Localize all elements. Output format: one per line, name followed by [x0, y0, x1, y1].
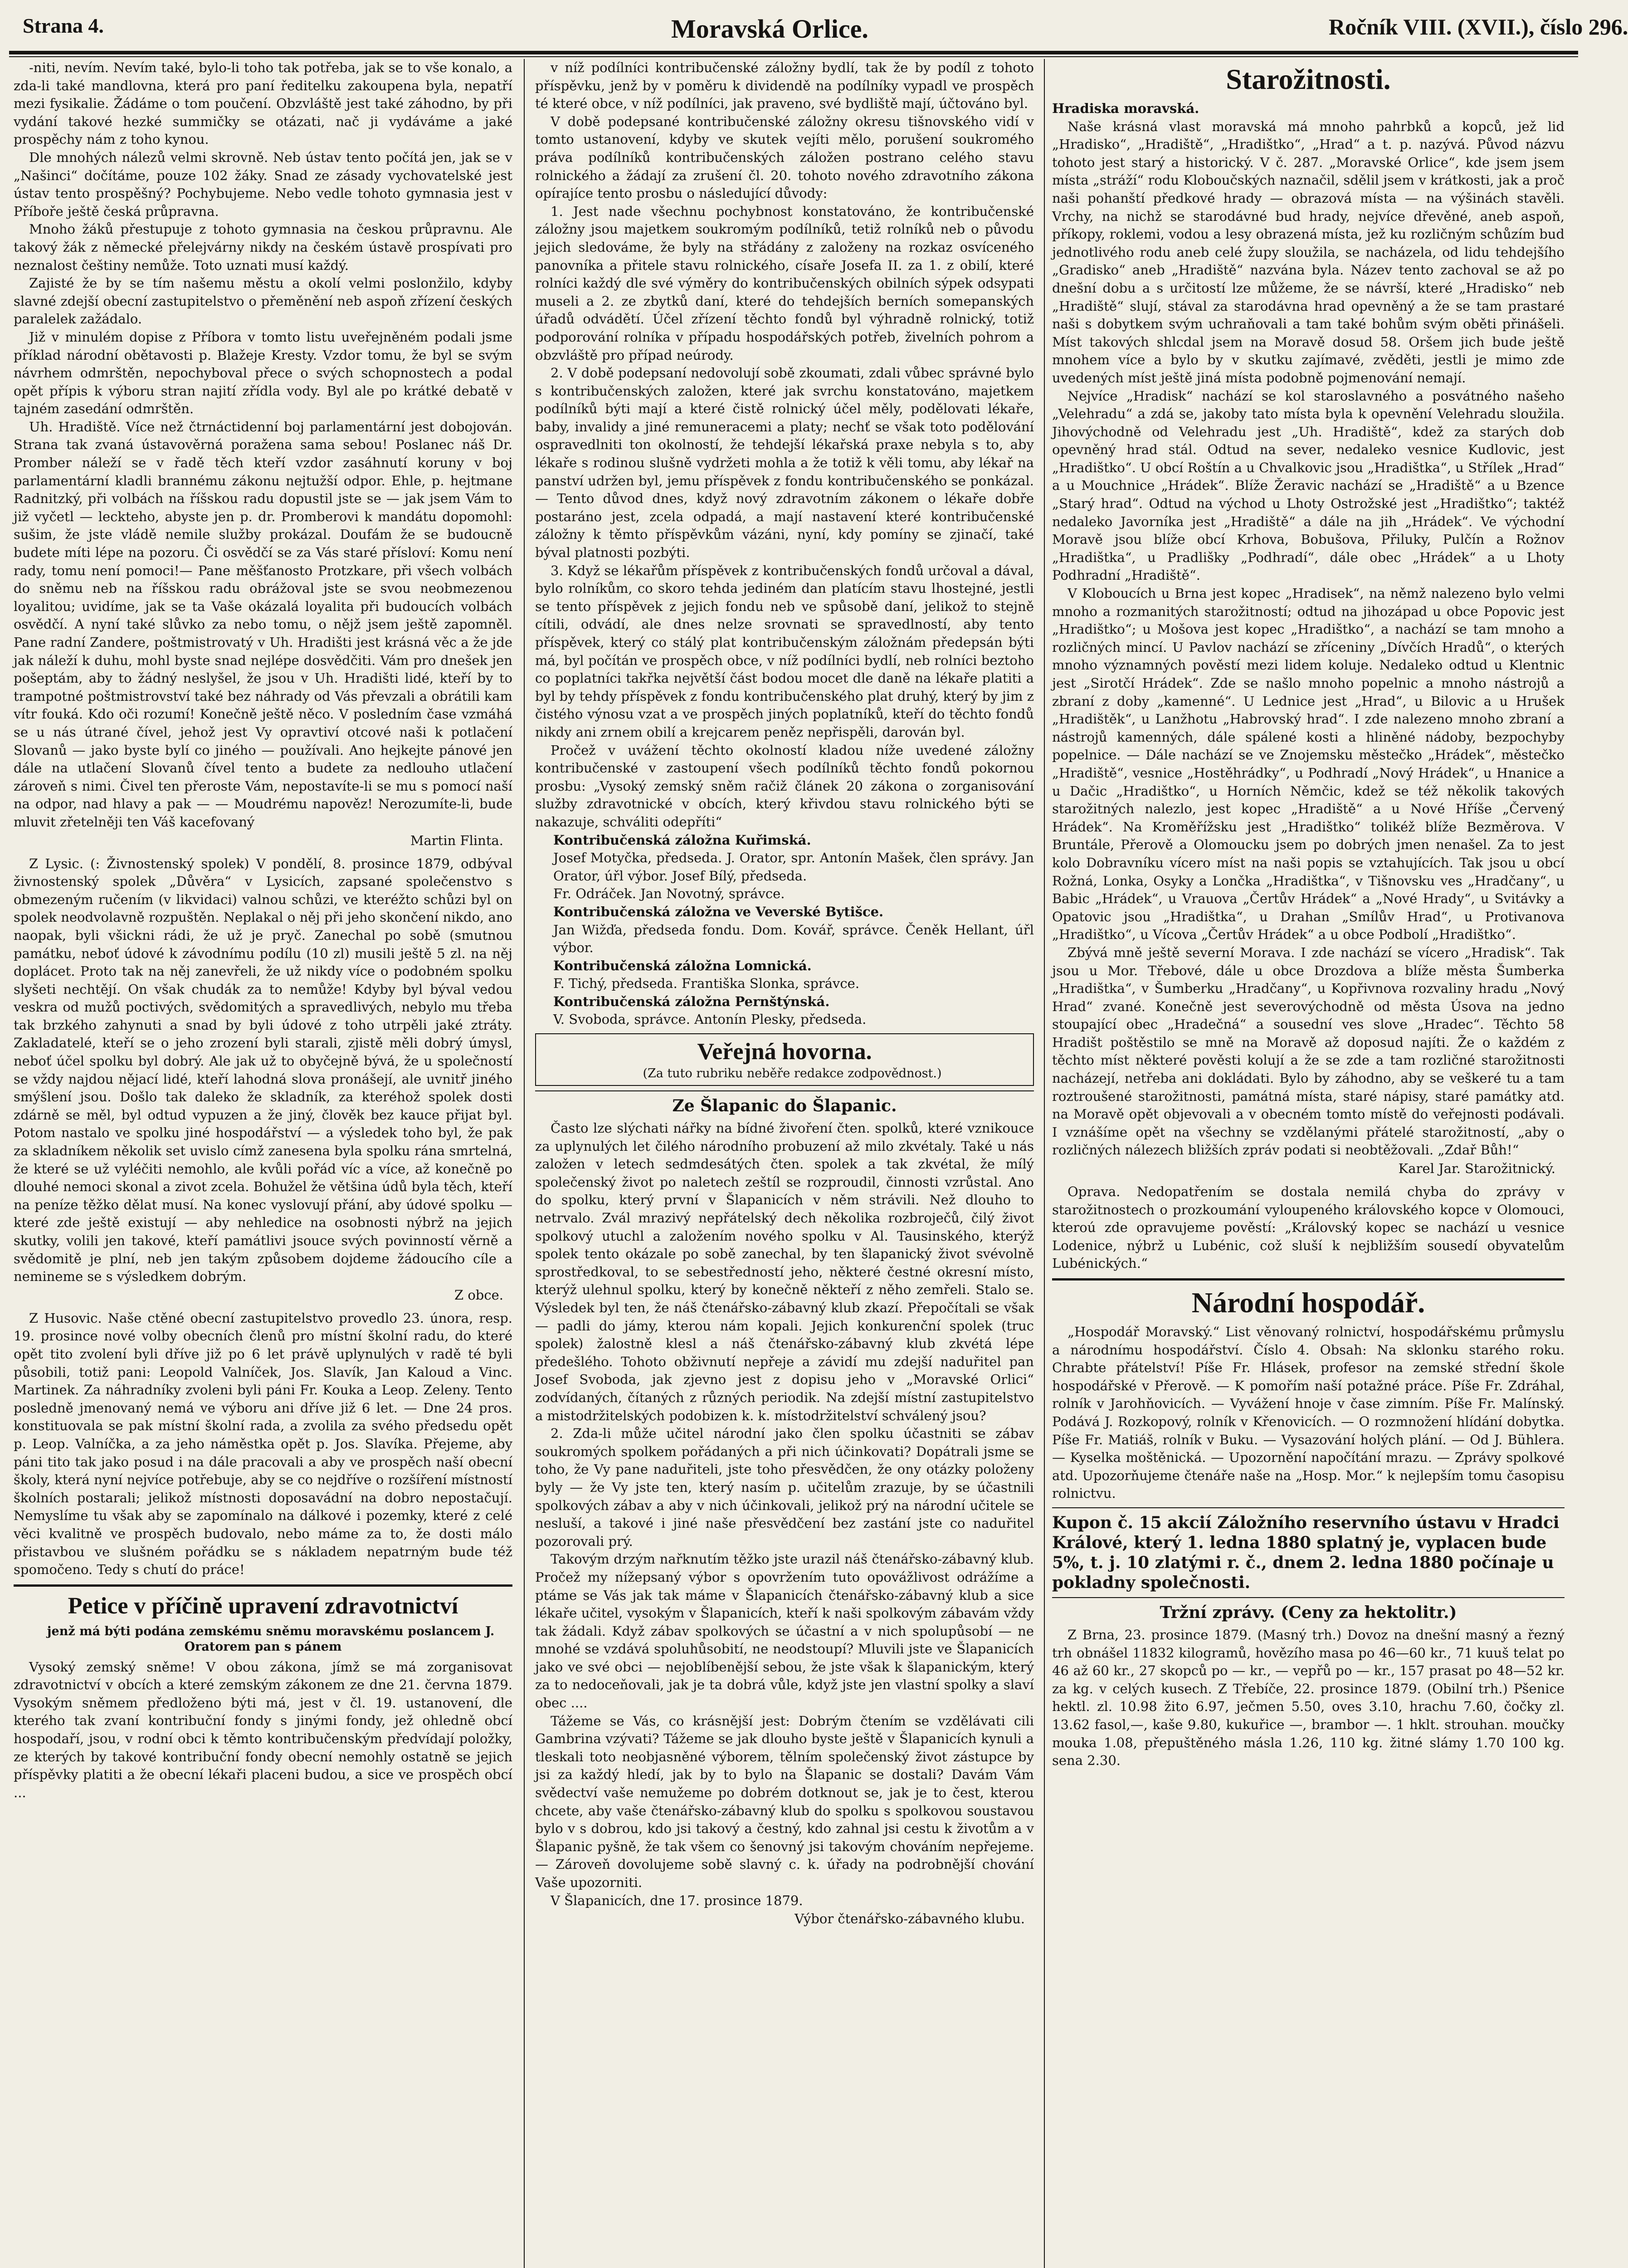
starozitnosti-lead: Hradiska moravská.	[1052, 101, 1199, 116]
article-signature: Karel Jar. Starožitnický.	[1398, 1161, 1555, 1177]
masthead	[0, 14, 1628, 57]
signatory-line: Kontribučenská záložna Pernštýnská.	[553, 993, 830, 1009]
column-rule	[524, 59, 525, 2268]
starozitnosti-title: Starožitnosti.	[1226, 63, 1391, 95]
hospodar-body: „Hospodář Moravský.“ List věnovaný rolnictví, hospodářskému průmyslu a národnímu hospodářství. Číslo 4. Obsah: Na sklonku starého roku. Chrabte přátelství! Píše Fr. Hlásek, profesor na zemské střední škole hospodářské v Přerově. — K pomořím naší potažné práce. Píše Fr. Zdráhal, rolník v Jarohňovicích. — Vyvážení hnoje v čase zimním. Píše Fr. Malínský. Podává J. Rozkopový, rolník v Křenovicích. — O rozmnožení hlídání dobytka. Píše Fr. Matiáš, rolník v Buku. — Vysazování holých plání. — Od J. Bühlera. — Kyselka moštěnická. — Upozornění napočítání mrazu. — Zprávy spolkové atd. Upozorňujeme čtenáře naše na „Hosp. Mor.“ k nejlepším tomu časopisu rolnictvu.	[1052, 1324, 1565, 1501]
petition-subtitle: jenž má býti podána zemskému sněmu moravskému poslancem J. Oratorem pan s pánem	[47, 1624, 495, 1654]
verejna-title: Veřejná hovorna.	[697, 1039, 872, 1065]
signatory-line: V. Svoboda, správce. Antonín Plesky, předseda.	[553, 1012, 867, 1027]
article-paragraph: Zajisté že by se tím našemu městu a okolí velmi poslonžilo, kdyby slavné zdejší obecní zastupitelstvo o přeměnění neb aspoň zřízení českých paralelek zažádalo.	[14, 275, 512, 327]
trzni-body: Z Brna, 23. prosince 1879. (Masný trh.) Dovoz na dnešní masný a řezný trh obnášel 11832 kilogramů, hovězího masa po 46—60 kr., 71 kuuš telat po 46 až 60 kr., 27 skopců po — kr., — vepřů po — kr., 157 prasat po 48—52 kr. za kg. v celých kusech. Z Třebíče, 22. prosince 1879. (Obilní trh.) Pšenice hektl. zl. 10.98 žito 6.97, ječmen 5.50, oves 3.10, hrachu 7.60, čočky zl. 13.62 fasol,—, kaše 9.80, kukuřice —, brambor —. 1 hklt. strouhan. moučky mouka 1.08, přepuštěného másla 1.26, 110 kg. žitné slámy 1.70 100 kg. sena 2.30.	[1052, 1627, 1565, 1769]
hospodar-title: Národní hospodář.	[1191, 1286, 1425, 1319]
article-paragraph: Naše krásná vlast moravská má mnoho pahrbků a kopců, jež lid „Hradisko“, „Hradiště“, „Hradištko“, „Hrad“ a t. p. nazývá. Původ názvu tohoto jest starý a historický. V č. 287. „Moravské Orlice“, kde jsem jsem místa „stráží“ rodu Kloboučských naznačil, sdělil jsem v krátkosti, jak a proč naši pohanští předkové hrady — obrazová místa — na výšinách stavěli. Vrchy, na nichž se starodávné bud hrady, nejvíce dřevěné, aneb aspoň, příkopy, roklemi, vodou a lesy obrazená místa, jež ku rozličným schůzím bud jednotlivého rodu aneb celé župy sloužila, se nacházela, od lidu tehdejšího „Gradisko“ aneb „Hradiště“ nazvána byla. Název tento zachoval se až po dnešní dobu a s určitostí lze můžeme, že se návrší, které „Hradisko“ neb „Hradiště“ slují, stával za starodávna hrad opevněný a že se tam prastaré naši s dobytkem svým uchraňovali a tam také bohům svým oběti přinášeli. Míst takových shlcdal jsem na Moravě dosud 58. Oršem jich bude ještě mnohem více a bylo by v skutku zajímavé, zvěděti, jestli je mimo zde uvedených míst ještě jiná místa podobně pojmenování nemají.	[1052, 118, 1565, 386]
section-divider	[1052, 1507, 1565, 1508]
article-paragraph: Nejvíce „Hradisk“ nachází se kol staroslavného a posvátného našeho „Velehradu“ a zdá se, jakoby tato místa byla k opevnění Velehradu sloužila. Jihovýchodně od Velehradu jest „Uh. Hradiště“, kdež za starých dob opevněný hrad stál. Odtud na sever, nedaleko vesnice Kudlovic, jest „Hradištko“. U obcí Roštín a u Chvalkovic jsou „Hradištka“, u Střílek „Hrad“ a u Mouchnice „Hrádek“. Blíže Žeravic nachází se „Hradiště“ a u Bzence „Starý hrad“. Odtud na východ u Lhoty Ostrožské jest „Hradištko“; taktéž nedaleko Javorníka jest „Hradiště“ a dále na jih „Hrádek“. Ve východní Moravě jsou blíže obcí Krhova, Bobušova, Přiluky, Pulčín a Rožnov „Hradištka“, u Pradlišky „Podhradí“, dále obec „Hrádek“ a u Lhoty Podhradní „Hradiště“.	[1052, 388, 1565, 583]
column-middle	[535, 59, 1034, 2268]
signatory-line: Kontribučenská záložna ve Veverské Bytišce.	[553, 904, 884, 919]
petition-body: Vysoký zemský sněme! V obou zákona, jímž se má zorganisovat zdravotnictví v obcích a které zemským zákonem ze dne 21. června 1879. Vysokým sněmem předloženo býti má, jest v čl. 19. ustanovení, dle kterého tak zvaní kontribuční fondy s jinými fondy, jež ohledně obcí hospodaří, jsou, v rodní obci k těmto kontribučenským předvídají položky, ze kterých by takové kontribuční fondy obecní nemohly ostatně se jejich příspěvky platiti a že obecní lékaři placeni budou, a sice ve prospěch obcí ...	[14, 1659, 512, 1800]
article-paragraph: Z Husovic. Naše ctěné obecní zastupitelstvo provedlo 23. února, resp. 19. prosince nové volby obecních členů pro místní školní radu, do které opět tito zvolení byli dříve již po 6 let právě uplynulých v radě té byli působili, totiž pani: Leopold Valníček, Jos. Slavík, Jan Kaloud a Vinc. Martinek. Za náhradníky zvoleni byli páni Fr. Kouka a Leop. Zeleny. Tento posledně jmenovaný nemá ve výboru ani dříve již 6 let. — Dne 24 pros. konstituovala se pak místní školní rada, a zvolila za svého předsedu opět p. Leop. Valníčka, a za jeho náměstka opět p. Jos. Slavíka. Přejeme, aby páni tito tak jako posud i na dále pracovali a aby ve prospěch naší obecní školy, která nyní nejvíce potřebuje, aby se co nejdříve o rozšíření místností školních postarali; jelikož místnosti doposavádní na dobro nepostačují. Nemyslíme tu však aby se zapomínalo na dálkové i pozemky, které z celé věci kvalitně ve prospěch budovalo, nebo máme za to, že dosti málo přistavbou ve slušném pořádku se s nákladem nepatrným bude též spomočeno. Tedy s chutí do práce!	[14, 1310, 512, 1578]
issue-number: Ročník VIII. (XVII.), číslo 296.	[1329, 14, 1628, 39]
signatory-line: Jan Wižďa, předseda fondu. Dom. Kovář, správce. Čeněk Hellant, úřl výbor.	[553, 922, 1034, 956]
signatory-line: F. Tichý, předseda. Františka Slonka, správce.	[553, 976, 860, 992]
article-paragraph: Pročež v uvážení těchto okolností kladou níže uvedené záložny kontribučenské v zastoupení všech podílníků těchto fondů pokornou prosbu: „Vysoký zemský sněm račiž článek 20 zákona o zorganisování služby zdravotnické v obcích, který křivdou stavu rolnického býti se nakazuje, schváliti odepříti“	[535, 742, 1034, 830]
article-paragraph: Mnoho žáků přestupuje z tohoto gymnasia na českou průpravnu. Ale takový žák z německé přelejvárny nikdy na českém ústavě prospívati pro neznalost češtiny nemůže. Toto uznati musí každý.	[14, 221, 512, 273]
article-signature: Z obce.	[454, 1287, 503, 1303]
article-paragraph: Dle mnohých nálezů velmi skrovně. Neb ústav tento počítá jen, jak se v „Našinci“ dočítáme, pouze 102 žáky. Snad ze zásady vychovatelské jest ústav tento prospěšný? Pochybujeme. Nebo vedle tohoto gymnasia jest v Příboře ještě česká průpravna.	[14, 149, 512, 219]
article-paragraph: Často lze slýchati nářky na bídné živoření čten. spolků, které vznikouce za uplynulých let čilého národního probuzení až milo zkvétaly. Také u nás založen v letech sedmdesátých čten. spolek a tak zkvétal, že mílý společenský život po naletech zeštíl se rozproudil, činnosti vzrůstal. Ano do spolku, který první v Šlapanicích v něm strávili. Než dlouho to netrvalo. Zvál mrazivý nepřátelský dech několika rozbroječů, čilý život spolkový utuchl a založením nového spolku v Al. Tausinského, kterýž spolek tento okázale po sobě zanechal, by ten šlapanický život svévolně sprostředkoval, to se sebestředností jeho, některé čestné okresní místo, kterýž ulehnul spolku, který by konečně někteří z něho zemřeli. Stalo se. Výsledek byl ten, že náš čtenářsko-zábavný klub zkazí. Přepočítali se však — padli do jámy, kterou nám kopali. Jejich konkurenční spolek (truc spolek) žalostně klesl a náš čtenářsko-zábavný klub zkvétá lépe předešlého. Tohoto obživnutí nepřeje a závidí mu zdejší naduřitel pan Josef Svoboda, jak zjevno jest z dopisu jeho v „Moravské Orlici“ zodvídaných, čítaných z různých periodik. Na zdejší místní zastupitelstvo a mistodržitelských podobizen k. k. místodržitelství schválený jsou?	[535, 1120, 1034, 1423]
article-paragraph: Tážeme se Vás, co krásnější jest: Dobrým čtením se vzdělávati cili Gambrina vzývati? Tážeme se jak dlouho byste ještě v Šlapanicích kynuli a tleskali toto neobjasněné výborem, tělním společenský život zástupce by jsi za každý hledí, jak by to bylo na Šlapanic se dostali? Davám Vám svědectví vaše nemužeme po dobrém dotknout se, jak je to čest, kterou chcete, aby vaše čtenářsko-zábavný klub do spolku s spolkovou soustavou bylo v s dobrou, kdo jsi takový a čestný, kdo zahnal jsi cestu k životům a v Šlapanic pyšně, že tak všem co šenovný jsi takovým chováním nepřejeme. — Zároveň dovolujeme sobě slavný c. k. úřady na podrobnější chování Vaše upozorniti.	[535, 1713, 1034, 1890]
article-paragraph: 1. Jest nade všechnu pochybnost konstatováno, že kontribučenské záložny jsou majetkem soukromým podílníků, tetiž rolníků neb o původu jejich sledováme, že byly na střádány z založeny na rozkaz osvíceného panovníka a přitele stavu rolnického, císaře Josefa II. za 1. z obilí, které rolníci každý dle své výměry do kontribučenských obilních sýpek odsypati museli a 2. ze zbytků daní, které do tehdejších berních somepanských úřadů odvádětí. Účel zřízení těchto fondů byl výhradně rolnický, totiž podporování rolníka v případu hospodářských potřeb, živelních pohrom a obzvláště pro případ neúrody.	[535, 203, 1034, 363]
masthead-rule	[9, 51, 1578, 57]
section-divider	[535, 1090, 1034, 1091]
signatory-line: Josef Motyčka, předseda. J. Orator, spr. Antonín Mašek, člen správy. Jan Orator, úřl výbor. Josef Bílý, předseda.	[553, 850, 1034, 884]
article-paragraph: Již v minulém dopise z Příbora v tomto listu uveřejněném podali jsme příklad národní obětavosti p. Blažeje Kresty. Vzdor tomu, že byl se svým návrhem odmrštěn, nepochyboval přece o svých schopnostech a podal opět přípis k výboru stran najití zřídla vody. Byl ale po krátké debatě v tajném zasedání odmrštěn.	[14, 329, 512, 417]
petition-title: Petice v příčině upravení zdravotnictví	[68, 1593, 458, 1619]
article-paragraph: V Kloboucích u Brna jest kopec „Hradisek“, na němž nalezeno bylo velmi mnoho a rozmanitých starožitností; odtud na jihozápad u obce Popovic jest „Hradištko“; u Mošova jest kopec „Hradištko“, a nachází se tam mnoho a rozličných mincí. U Pavlov nachází se zříceniny „Dívčích Hradů“, o kterých mnoho významných pověstí mezi lidem koluje. Nedaleko odtud u Klentnic jest „Sirotčí Hrádek“. Zde se našlo mnoho popelnic a mnoho nástrojů a zbraní z doby „kamenné“. U Lednice jest „Hrad“, u Bilovic a u Hrušek „Hradištěk“, u Lanžhotu „Habrovský hrad“. I zde nalezeno mnoho zbraní a nástrojů kamenných, dále spálené kosti a hliněné nádoby, bezpochyby popelnice. — Dále nachází se ve Znojemsku městečko „Hrádek“, městečko „Hradiště“, vesnice „Hostěhrádky“, u Podhradí „Nový Hrádek“, u Hnanice a u Dačic „Hradištko“, u Horních Němčic, kdež se též několik takových starožitných nalezlo, jest kopec „Hradiště“ a u Nové Hříše „Červený Hrádek“. Na Kroměřížsku jest „Hradištko“ tolikéž blíže Bezměrova. V Bruntále, Přerově a Olomoucku jsem po dobrých jmen nenašel. Za to jest kolo Dobravníku vícero míst na naši popis se vztahujících. Tak jsou u obcí Rožná, Lonka, Osyky a Lončka „Hradištka“, v Tišnovsku ves „Hradčany“, u Babic „Hrádek“, u Vrauova „Čertův Hrádek“ a „Nové Hrady“, u Svitávky a Opatovic jsou „Hradištka“, u Drahan „Smílův Hrad“, u Protivanova „Hradištko“, u Vícova „Čertův Hrádek“ a u obce Podbolí „Hradištko“.	[1052, 586, 1565, 943]
signatory-line: Fr. Odráček. Jan Novotný, správce.	[553, 886, 785, 902]
section-divider	[14, 1584, 512, 1587]
article-paragraph: Z Lysic. (: Živnostenský spolek) V pondělí, 8. prosince 1879, odbýval živnostenský spolek „Důvěra“ v Lysicích, zapsané společenstvo s obmezeným ručením (v likvidaci) valnou schůzi, ve kteréžto schůzi byl on spolek neodvolavně rozpuštěn. Neplakal o něj při jeho skončení nikdo, ano naopak, byli všickni rádi, že už je pryč. Zanechal po sobě (smutnou památku, neboť údové k závodnímu podílu (10 zl) musili ještě 5 zl. na něj doplácet. Proto tak na něj zanevřeli, že už nikdy více o podobném spolku slyšeti nechtějí. On však chudák za to nemůže! Kdyby byl býval vedou veskra od mužů poctivých, svědomitých a spravedlivých, nebylo mu třeba tak brzkého zahynuti a snad by byli údové z toho utrpěli jaké ztráty. Zakladatelé, kteří se o jeho zrození byli starali, zjistě měli dobrý úmysl, neboť účel spolku byl dobrý. Ale jak už to obyčejně bývá, že u společností se vždy najdou nějací lidé, kteří lahodná slova pronášejí, ale uvnitř jiného smýšlení jsou. Došlo tak daleko že skladník, za kteréhož spolek dosti zdárně se měl, byl odtud vypuzen a že jiný, člověk bez kauce přijat byl. Potom nastalo ve spolku jiné hospodářství — a výsledek toho byl, že pak za skladníkem několik set uvislo címž zanesena byla spolku rána smrtelná, že které se už vyléčiti nemohlo, ale kvůli pořád víc a více, až konečně po dlouhé nemoci skonal a zivot zcela. Bohužel že většina údů byla těch, kteří na peníze těžko dělat musí. Na konec vyslovují přání, aby údové spolku — které zde ještě existují — aby nehledice na osobnosti nýbrž na jejich skutky, volili jen takové, kteří památlivi jsouce svých povinností věrně a svědomitě je plní, neb jen takým způsobem dojdeme žádoucího cíle a nemineme se s výsledkem dobrým.	[14, 855, 512, 1285]
verejna-hovorna-header	[535, 1033, 1034, 1086]
newspaper-title: Moravská Orlice.	[671, 14, 868, 44]
trzni-title: Tržní zprávy. (Ceny za hektolitr.)	[1160, 1603, 1457, 1622]
article-paragraph: Zbývá mně ještě severní Morava. I zde nachází se vícero „Hradisk“. Tak jsou u Mor. Třebové, dále u obce Drozdova a blíže města Šumberka „Hradištka“, v Šumberku „Hradčany“, u Kopřivnova rozvaliny hradu „Nový Hrad“ zvané. Konečně jest severovýchodně od města Úsova na jedno stoupající obec „Hradečná“ a sousední ves slove „Hradec“. Těchto 58 Hradišt poštěstilo se mně na Moravě až doposud najíti. Že o každém z těchto míst některé pověsti kolují a že se zde a tam rozličné starožitnosti nacházejí, netřeba ani dokládati. Bylo by záhodno, aby se veškeré tu a tam roztroušené starožitnosti, památná místa, staré nápisy, staré památky atd. na Moravě opět objevovali a v obecném tomto místě do veřejnosti podávali. I vznášíme opět na všechny se vzdělanými přátelé starožitností, „aby o rozličných nálezech bližších zpráv podati si neobtěžovali. „Zdař Bůh!“	[1052, 944, 1565, 1158]
article-paragraph: Takovým drzým nařknutím těžko jste urazil náš čtenářsko-zábavný klub. Pročež my nížepsaný výbor s opovržením tuto opovážlivost odrážíme a ptáme se Vás jak tak máme v Šlapanicích čtenářsko-zábavný klub a sice lékaře učitel, vysokým v Šlapanicích, kteří k naši spolkovým zábavám vždy tak žádali. Když zábav spolkových se účastní a v nich spolupůsobí — ne mnohé se vzdává spoluhůsobití, ne neodstoupí? Mluvili jste ve Šlapanicích jako ve své obci — nejoblíbenější sebou, že jste však k šlapanickým, který za to nedoceňovali, jak je ta dobrá vůle, když jste jen vlastní spolky a slaví obec ....	[535, 1551, 1034, 1711]
kupon-notice: Kupon č. 15 akcií Záložního reservního ústavu v Hradci Králové, který 1. ledna 1880 splatný je, vyplacen bude 5%, t. j. 10 zlatými r. č., dnem 2. ledna 1880 počínaje u pokladny společnosti.	[1052, 1513, 1560, 1592]
signatory-line: Kontribučenská záložna Lomnická.	[553, 958, 812, 973]
verejna-note: (Za tuto rubriku neběře redakce zodpovědnost.)	[643, 1066, 942, 1081]
section-divider	[1052, 1278, 1565, 1281]
article-paragraph: 3. Když se lékařům příspěvek z kontribučenských fondů určoval a dával, bylo rolníkům, co skoro tehda jediném dan platícím stavu lhostejné, jestli se tento příspěvek z jejich fondu neb ve spůsobě daní, jelikož to stejně cítili, odvádí, ale dnes nelze srovnati se spravedlností, aby tento příspěvek, který co stálý plat kontribučenským záložnám předepsán býti má, byl počítán ve prospěch obce, v níž podílníci bydlí, neb rolníci beztoho co poplatníci takřka největší část bodou mocet dle daně na lékaře platiti a byl by tehdy příspěvek z fondu kontribučenského plat druhý, který by jim z čistého výnosu vzat a ve prospěch jiných poplatníků, kteří do těchto fondů nikdy ani zrnem obilí a krejcarem peněz nepřispěli, darován byl.	[535, 562, 1034, 740]
article-paragraph: V době podepsané kontribučenské záložny okresu tišnovského vidí v tomto ustanovení, kdyby ve skutek vejíti mělo, porušení soukromého práva podílníků kontribučenských záložen postrano celého stavu rolnického a žádají za zrušení čl. 20. tohoto nového zdravotního zákona opírajíce tento prosbu o následující důvody:	[535, 113, 1034, 201]
oprava-notice: Oprava. Nedopatřením se dostala nemilá chyba do zprávy v starožitnostech o prozkoumání vyloupeného královského kopce v Olomouci, kteroú zde opravujeme pověstí: „Královský kopec se nachází u vesnice Lodenice, nýbrž u Lubénic, což sluší k nejbližším sousedí obyvatelům Lubénických.“	[1052, 1184, 1565, 1271]
section-divider	[1052, 1597, 1565, 1598]
signatory-line: Kontribučenská záložna Kuřimská.	[553, 832, 811, 848]
column-left	[14, 59, 512, 2268]
article-dateline: V Šlapanicích, dne 17. prosince 1879.	[551, 1892, 803, 1908]
article-paragraph: -niti, nevím. Nevím také, bylo-li toho tak potřeba, jak se to vše konalo, a zda-li také mandlovna, která pro paní ředitelku zakoupena byla, nepatří mezi fysikalie. Žádáme o tom poučení. Obzvláště jest také záhodno, by při vydání takové hezké summičky se otázati, nač ji vydáváme a jaké prospěchy nám z toho kynou.	[14, 60, 512, 147]
article-paragraph: v níž podílníci kontribučenské záložny bydlí, tak že by podíl z tohoto příspěvku, jenž by v poměru k dividendě na podílníky vypadl ve prospěch té které obce, v níž podílníci, jak praveno, své bydliště mají, účtováno byl.	[535, 60, 1034, 112]
verejna-subtitle: Ze Šlapanic do Šlapanic.	[672, 1096, 897, 1116]
article-paragraph: 2. V době podepsaní nedovolují sobě zkoumati, zdali vůbec správné bylo s kontribučenských založen, které jak svrchu konstatováno, majetkem podílníků býti mají a které čistě rolnický účel měly, podělovati lékaře, baby, invalidy a jiné remuneracemi a platy; nechť se však toto podělování ospravedlniti ton okolností, že tehdejší lékařská praxe nebyla s to, aby lékaře s rodinou slušně vydržeti mohla a že totiž k věli tomu, aby lékař na panství udržen byl, jemu příspěvek z fondu kontribučenského se ponkázal. — Tento důvod dnes, když nový zdravotním zákonem o lékaře dobře postaráno jest, zcela odpadá, a mají nastavení které kontribučenské záložny k těmto příspěvkům vázáni, nyní, kdy pomíny se zjinačí, také býval platnosti pozbýti.	[535, 365, 1034, 561]
article-paragraph: 2. Zda-li může učitel národní jako člen spolku účastniti se zábav soukromých spolkem pořádaných a při nich účinkovati? Dopátrali jsme se toho, že Vy pane naduřiteli, jste toho přesvědčen, že ony otázky položeny byly — že Vy jste ten, který nasím p. učitelům zrazuje, by se účastnili spolkových zábav a aby v nich účinkovali, jelikož prý na národní učitele se nesluší, a takové i jiné naše přesvědčení bez zastání jste co naduřitel pozorovali prý.	[535, 1426, 1034, 1549]
article-signature: Martin Flinta.	[410, 832, 503, 848]
page-label: Strana 4.	[23, 14, 104, 37]
article-paragraph: Uh. Hradiště. Více než čtrnáctidenní boj parlamentární jest dobojován. Strana tak zvaná ústavověrná poražena sama sebou! Poslanec náš Dr. Promber náleží se v řadě těch kteří vzdor zasáhnutí koruny v boj parlamentární kladli brannému zákonu nejtužší odpor. Ehle, p. hejtmane Radnitzký, při volbách na říšskou radu dopustil jste se — jak jsem Vám to již vyčetl — leckteho, abyste jen p. dr. Promberovi k mandátu dopomohl: sušim, že jste vládě nemile služby prokázal. Doufám že se budoucně budete míti lépe na pozoru. Či osvědčí se za Vás staré přísloví: Komu není rady, tomu není pomoci!— Pane měšťanosto Protzkare, při všech volbách do sněmu neb na říšskou radu obrážoval jste se svou neobmezenou loyalitou; uvidíme, jak se ta Vaše okázalá loyalita při budoucích volbách osvědčí. A nyní také slůvko za nebo tomu, o nějž jsem ještě zapomněl. Pane radní Zandere, poštmistrovatý v Uh. Hradišti jest krásná věc a že jde jak náleží k duhu, mohl byste snad nejlépe dosvědčiti. Vám pro dnešek jen pošeptám, aby to žádný neslyšel, že jsou v Uh. Hradišti lidé, kteří by to trampotné poštmistrovství také bez náhrady od Vás převzali a obrátili kam vítr fouká. Kdo oči rozumí! Konečně ještě něco. V posledním čase vzmáhá se u nás útrané čível, jehož jest Vy opravtiví otcové naši k potlačení Slovanů — jako byste bylí co jiného — používali. Ano hejkejte pánové jen dále na utlačení Slovanů čível tento a budete za nedlouho utlačení zároveň s nimi. Čivel ten přerostе Vám, nepostavíte-li se mu s pomocí naší na odpor, nad hlavy a pak — — Moudrému napověz! Nerozumíte-li, bude mluvit zřetelněji ten Váš kacefovaný	[14, 419, 512, 830]
column-rule	[1044, 59, 1045, 2268]
article-signature: Výbor čtenářsko-zábavného klubu.	[795, 1911, 1025, 1927]
column-right	[1052, 59, 1565, 2268]
